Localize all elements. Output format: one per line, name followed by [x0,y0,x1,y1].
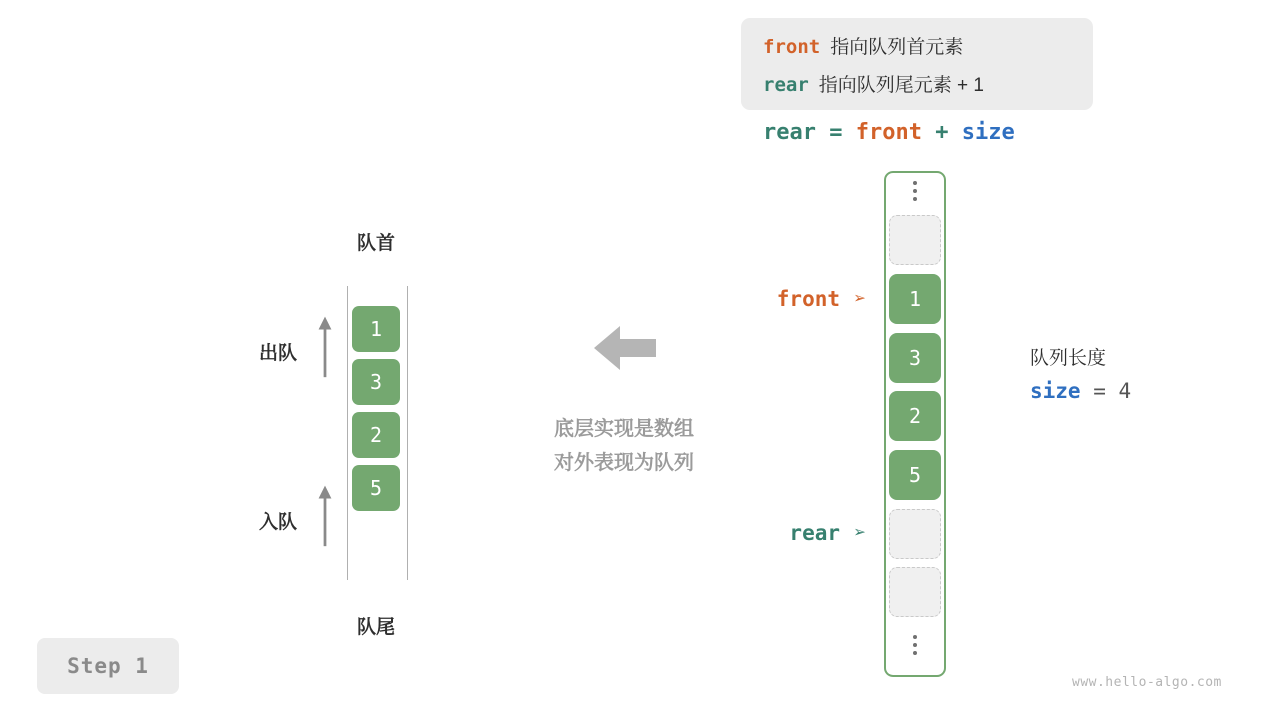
queue-cell: 2 [352,412,400,458]
array-slot [889,509,941,559]
queue-tail-label: 队尾 [356,617,395,638]
queue-rail-left [347,286,348,580]
formula-rear-equals-front-plus-size [763,120,1015,145]
watermark: www.hello-algo.com [1072,675,1222,690]
note-front-keyword: front [763,36,821,58]
size-keyword: size [1030,379,1081,403]
front-pointer-label: front [776,287,840,311]
array-bottom-ellipsis-icon [889,631,941,659]
queue-cell: 5 [352,465,400,511]
left-arrow-icon [594,322,658,374]
formula-front: front [855,120,922,145]
size-equals: = [1093,379,1106,403]
formula-rear: rear [763,120,816,145]
note-rear-text: 指向队列尾元素 + 1 [818,75,984,96]
middle-caption-line1: 底层实现是数组 [554,418,694,440]
array-top-ellipsis-icon [889,177,941,205]
queue-head-label: 队首 [356,233,395,254]
array-slot [889,215,941,265]
middle-caption-line2: 对外表现为队列 [554,452,694,474]
array-slot: 5 [889,450,941,500]
note-front-line [763,32,963,59]
formula-plus: + [935,120,949,145]
note-front-text: 指向队列首元素 [830,37,964,58]
enqueue-label: 入队 [259,512,298,533]
array-slot [889,567,941,617]
step-badge: Step 1 [37,638,179,694]
array-slot: 1 [889,274,941,324]
queue-size-equation [1030,379,1131,403]
front-pointer-arrow-icon: ➢ [854,286,867,310]
queue-cell: 1 [352,306,400,352]
rear-pointer-arrow-icon: ➢ [854,520,867,544]
size-value: 4 [1118,379,1132,403]
array-slot: 3 [889,333,941,383]
formula-size: size [961,120,1015,145]
queue-cell: 3 [352,359,400,405]
queue-length-title: 队列长度 [1030,348,1107,369]
middle-caption [512,412,736,480]
queue-rail-right [407,286,408,580]
note-rear-line [763,70,984,97]
rear-pointer-label: rear [789,521,840,545]
dequeue-arrow-icon [314,312,336,380]
formula-equals: = [829,120,843,145]
dequeue-label: 出队 [259,343,298,364]
array-slot: 2 [889,391,941,441]
note-rear-keyword: rear [763,74,809,96]
enqueue-arrow-icon [314,481,336,549]
